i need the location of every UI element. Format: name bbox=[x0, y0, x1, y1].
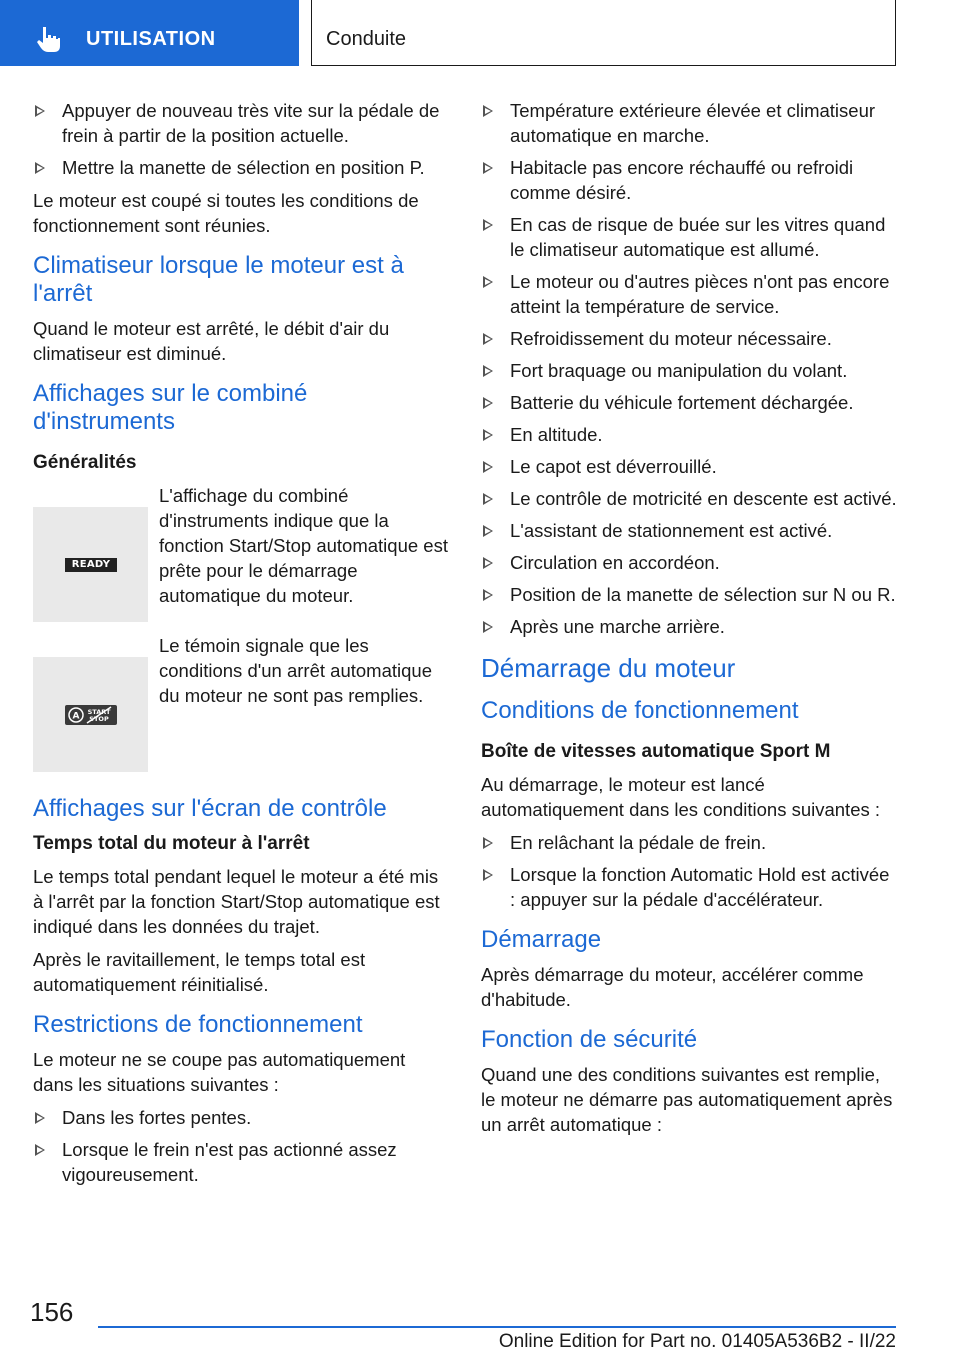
page-number: 156 bbox=[30, 1297, 74, 1327]
triangle-bullet-icon bbox=[483, 461, 493, 473]
triangle-bullet-icon bbox=[483, 869, 493, 881]
paragraph-engine-off: Le moteur est coupé si toutes les conditions de fonctionnement sont réunies. bbox=[33, 190, 419, 236]
triangle-bullet-icon bbox=[483, 525, 493, 537]
list-item: Batterie du véhicule fortement déchargée. bbox=[481, 390, 897, 415]
list-item: L'assistant de stationnement est activé. bbox=[481, 518, 897, 543]
footer-divider bbox=[98, 1326, 896, 1328]
svg-text:START: START bbox=[87, 708, 111, 716]
list-item: En relâchant la pédale de frein. bbox=[481, 830, 897, 855]
triangle-bullet-icon bbox=[483, 557, 493, 569]
svg-text:A: A bbox=[72, 711, 80, 722]
section-header bbox=[311, 0, 896, 66]
triangle-bullet-icon bbox=[483, 365, 493, 377]
triangle-bullet-icon bbox=[483, 219, 493, 231]
list-item: Le capot est déverrouillé. bbox=[481, 454, 897, 479]
paragraph-climatiseur: Quand le moteur est arrêté, le débit d'air du climatiseur est diminué. bbox=[33, 318, 390, 364]
chapter-label: UTILISATION bbox=[86, 28, 216, 50]
list-item: Circulation en accordéon. bbox=[481, 550, 897, 575]
startstop-indicator-image bbox=[33, 657, 148, 772]
paragraph-restrictions: Le moteur ne se coupe pas automatiquement dans les situations suivantes : bbox=[33, 1049, 406, 1095]
triangle-bullet-icon bbox=[35, 162, 45, 174]
chapter-tab[interactable] bbox=[0, 0, 299, 66]
heading-climatiseur: Climatiseur lorsque le moteur est à l'arrêt bbox=[33, 252, 404, 307]
triangle-bullet-icon bbox=[35, 1144, 45, 1156]
list-item: Appuyer de nouveau très vite sur la pédale de frein à partir de la position actuelle. bbox=[33, 98, 449, 148]
list-item: Température extérieure élevée et climatiseur automatique en marche. bbox=[481, 98, 897, 148]
list-item: Lorsque la fonction Automatic Hold est activée : appuyer sur la pédale d'accélérateur. bbox=[481, 862, 897, 912]
paragraph-demarrage: Au démarrage, le moteur est lancé automatiquement dans les conditions suivantes : bbox=[481, 774, 881, 820]
right-column bbox=[481, 98, 897, 1145]
list-item: En altitude. bbox=[481, 422, 897, 447]
heading-temps-total: Temps total du moteur à l'arrêt bbox=[33, 833, 310, 854]
list-item: Fort braquage ou manipulation du volant. bbox=[481, 358, 897, 383]
heading-affichages-combine: Affichages sur le combiné d'instruments bbox=[33, 380, 308, 435]
heading-affichages-ecran: Affichages sur l'écran de contrôle bbox=[33, 795, 387, 822]
auto-start-stop-crossed-icon bbox=[65, 705, 117, 725]
list-item: Position de la manette de sélection sur N ou R. bbox=[481, 582, 897, 607]
heading-demarrage-moteur: Démarrage du moteur bbox=[481, 653, 736, 683]
page-header bbox=[0, 0, 960, 66]
svg-text:STOP: STOP bbox=[89, 715, 109, 723]
paragraph-ravitaillement: Après le ravitaillement, le temps total est automatiquement réinitialisé. bbox=[33, 949, 366, 995]
list-item: Refroidissement du moteur nécessaire. bbox=[481, 326, 897, 351]
hand-pointer-icon bbox=[34, 24, 64, 54]
triangle-bullet-icon bbox=[483, 493, 493, 505]
figure-startstop bbox=[33, 633, 449, 783]
list-item: Lorsque le frein n'est pas actionné assez vigoureusement. bbox=[33, 1137, 449, 1187]
paragraph-temps-total: Le temps total pendant lequel le moteur a été mis à l'arrêt par la fonction Start/Stop automatique est indiqué dans les données du trajet. bbox=[33, 866, 440, 937]
triangle-bullet-icon bbox=[35, 105, 45, 117]
list-item: Le moteur ou d'autres pièces n'ont pas encore atteint la température de service. bbox=[481, 269, 897, 319]
figure-startstop-text: Le témoin signale que les conditions d'un arrêt automatique du moteur ne sont pas remplies. bbox=[159, 635, 432, 706]
section-label: Conduite bbox=[326, 28, 407, 50]
list-item: Dans les fortes pentes. bbox=[33, 1105, 449, 1130]
bullet-list-restrictions bbox=[33, 1105, 449, 1187]
bullet-list-demarrage bbox=[481, 830, 897, 912]
ready-badge: READY bbox=[65, 558, 117, 572]
heading-restrictions: Restrictions de fonctionnement bbox=[33, 1011, 363, 1038]
heading-conditions: Conditions de fonctionnement bbox=[481, 697, 799, 724]
triangle-bullet-icon bbox=[483, 397, 493, 409]
paragraph-securite: Quand une des conditions suivantes est remplie, le moteur ne démarre pas automatiquement après un arrêt automatique : bbox=[481, 1064, 893, 1135]
list-item: Habitacle pas encore réchauffé ou refroidi comme désiré. bbox=[481, 155, 897, 205]
triangle-bullet-icon bbox=[483, 105, 493, 117]
list-item: En cas de risque de buée sur les vitres quand le climatiseur automatique est allumé. bbox=[481, 212, 897, 262]
heading-demarrage: Démarrage bbox=[481, 926, 602, 953]
list-item: Mettre la manette de sélection en position P. bbox=[33, 155, 449, 180]
triangle-bullet-icon bbox=[483, 837, 493, 849]
ready-indicator-image bbox=[33, 507, 148, 622]
list-item: Le contrôle de motricité en descente est activé. bbox=[481, 486, 897, 511]
figure-ready bbox=[33, 483, 449, 633]
heading-boite-vitesses: Boîte de vitesses automatique Sport M bbox=[481, 741, 831, 762]
bullet-list-situations bbox=[481, 98, 897, 639]
bullet-list-stop bbox=[33, 98, 449, 180]
list-item: Après une marche arrière. bbox=[481, 614, 897, 639]
figure-ready-text: L'affichage du combiné d'instruments indique que la fonction Start/Stop automatique est prête pour le démarrage automatique du moteur. bbox=[159, 485, 448, 606]
triangle-bullet-icon bbox=[483, 162, 493, 174]
paragraph-demarrage-accelerer: Après démarrage du moteur, accélérer comme d'habitude. bbox=[481, 964, 864, 1010]
triangle-bullet-icon bbox=[483, 333, 493, 345]
heading-generalites: Généralités bbox=[33, 452, 137, 473]
triangle-bullet-icon bbox=[483, 276, 493, 288]
heading-securite: Fonction de sécurité bbox=[481, 1026, 698, 1053]
left-column bbox=[33, 98, 449, 1195]
triangle-bullet-icon bbox=[483, 621, 493, 633]
triangle-bullet-icon bbox=[35, 1112, 45, 1124]
triangle-bullet-icon bbox=[483, 429, 493, 441]
triangle-bullet-icon bbox=[483, 589, 493, 601]
footer-edition: Online Edition for Part no. 01405A536B2 - II/22 bbox=[498, 1331, 896, 1352]
